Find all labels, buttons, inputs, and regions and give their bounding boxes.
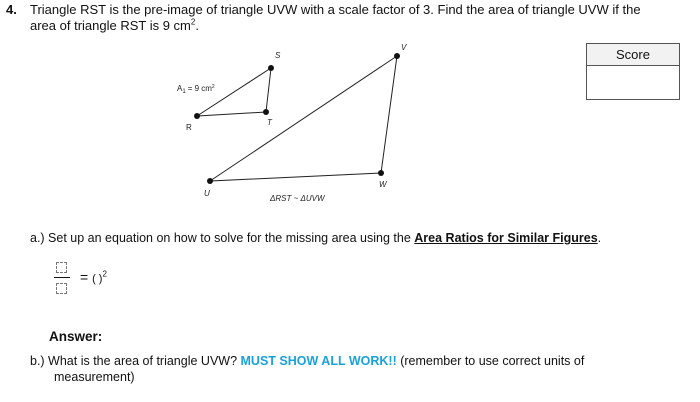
vertex-label-w: W (379, 180, 387, 189)
question-line2-end: . (195, 18, 199, 33)
similarity-statement: ΔRST ~ ΔUVW (270, 194, 325, 203)
question-line2: area of triangle RST is 9 cm (30, 18, 191, 33)
question-line2-sup: 2 (190, 17, 196, 27)
must-show-work-emphasis: MUST SHOW ALL WORK!! (240, 354, 397, 368)
area-ratios-link[interactable]: Area Ratios for Similar Figures (414, 231, 598, 245)
question-number: 4. (6, 2, 17, 17)
vertex-v-dot (394, 53, 400, 59)
area-label-sub: 1 (182, 89, 186, 95)
equation-rhs (80, 269, 107, 285)
triangle-uvw (210, 56, 397, 181)
answer-label: Answer: (49, 329, 103, 344)
area-label-sup: 2 (211, 84, 215, 90)
vertex-label-u: U (204, 189, 210, 198)
vertex-w-dot (378, 170, 384, 176)
part-b-line2: measurement) (54, 370, 135, 384)
part-b-prompt (30, 353, 650, 385)
score-label: Score (587, 44, 679, 66)
part-a-prefix: a.) Set up an equation on how to solve for the missing area using the (30, 231, 411, 245)
denominator-input-box[interactable] (56, 283, 67, 294)
scale-factor-parentheses[interactable]: ( ) (92, 273, 103, 285)
equals-sign: = (80, 269, 89, 285)
area-label (177, 84, 215, 95)
vertex-u-dot (207, 178, 213, 184)
vertex-r-dot (194, 113, 200, 119)
part-a-suffix: . (597, 231, 602, 245)
part-b-prefix: b.) What is the area of triangle UVW? (30, 354, 238, 368)
exponent-two: 2 (102, 269, 107, 279)
vertex-label-s: S (275, 51, 281, 60)
vertex-s-dot (268, 65, 274, 71)
part-a-prompt (30, 231, 601, 245)
vertex-label-t: T (267, 118, 272, 127)
question-line1: Triangle RST is the pre-image of triangle UVW with a scale factor of 3. Find the area of triangle UVW if the (30, 2, 641, 17)
ratio-fraction (54, 258, 70, 298)
fraction-bar (54, 277, 70, 278)
vertex-label-v: V (401, 43, 407, 52)
part-b-suffix: (remember to use correct units of (400, 354, 585, 368)
vertex-t-dot (263, 109, 269, 115)
area-label-value: = 9 cm (187, 84, 212, 93)
numerator-input-box[interactable] (56, 262, 67, 273)
vertex-label-r: R (186, 123, 192, 132)
area-label-a: A (177, 84, 183, 93)
